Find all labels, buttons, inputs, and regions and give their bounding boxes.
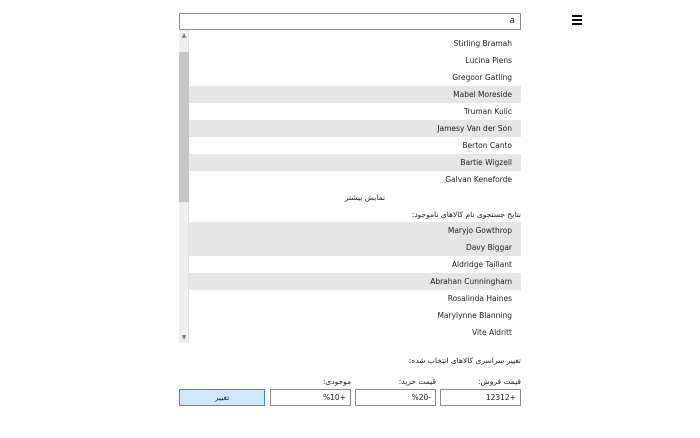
menu-bar — [572, 23, 582, 25]
sale-price-input[interactable]: 12312+ — [440, 389, 521, 406]
stock-input[interactable]: %10+ — [270, 389, 351, 406]
purchase-price-label: قیمت خرید: — [398, 377, 436, 386]
chevron-up-icon[interactable]: ▲ — [181, 32, 187, 39]
menu-bar — [572, 19, 582, 21]
search-input[interactable] — [179, 13, 521, 30]
search-input-value: a — [509, 16, 515, 26]
stock-label: موجودی: — [322, 377, 351, 386]
list-item[interactable]: Jamesy Van der Son — [189, 120, 521, 137]
sale-price-label: قیمت فروش: — [478, 377, 521, 386]
list-item[interactable]: Vite Aldritt — [471, 328, 512, 337]
bulk-change-title: تغییر سراسری کالاهای انتخاب شده: — [408, 356, 521, 365]
list-item[interactable]: Davy Biggar — [189, 239, 521, 256]
scrollbar-thumb[interactable] — [179, 52, 189, 202]
hamburger-menu-icon[interactable] — [572, 15, 582, 27]
list-item[interactable]: Aldridge Taillant — [451, 260, 512, 269]
show-more-link[interactable]: نمایش بیشتر — [344, 193, 386, 202]
list-item[interactable]: Berton Canto — [462, 141, 512, 150]
chevron-down-icon[interactable]: ▼ — [181, 334, 187, 341]
list-item[interactable]: Mabel Moreside — [189, 86, 521, 103]
apply-change-button[interactable]: تغییر — [179, 389, 265, 406]
list-item[interactable]: Galvan Keneforde — [445, 175, 512, 184]
inactive-results-header: نتایج جستجوی نام کالاهای ناموجود: — [411, 210, 521, 219]
list-item[interactable]: Truman Kulic — [464, 107, 512, 116]
list-item[interactable]: Marylynne Blanning — [437, 311, 512, 320]
list-item[interactable]: Bartie Wigzell — [189, 154, 521, 171]
list-item[interactable]: Maryjo Gowthrop — [189, 222, 521, 239]
list-item[interactable]: Stirling Bramah — [453, 39, 512, 48]
list-item[interactable]: Gregoor Gatling — [452, 73, 512, 82]
list-item[interactable]: Rosalinda Haines — [447, 294, 512, 303]
list-item[interactable]: Lucina Piens — [465, 56, 512, 65]
list-item[interactable]: Abrahan Cunningham — [189, 273, 521, 290]
purchase-price-input[interactable]: %20- — [355, 389, 436, 406]
menu-bar — [572, 15, 582, 17]
